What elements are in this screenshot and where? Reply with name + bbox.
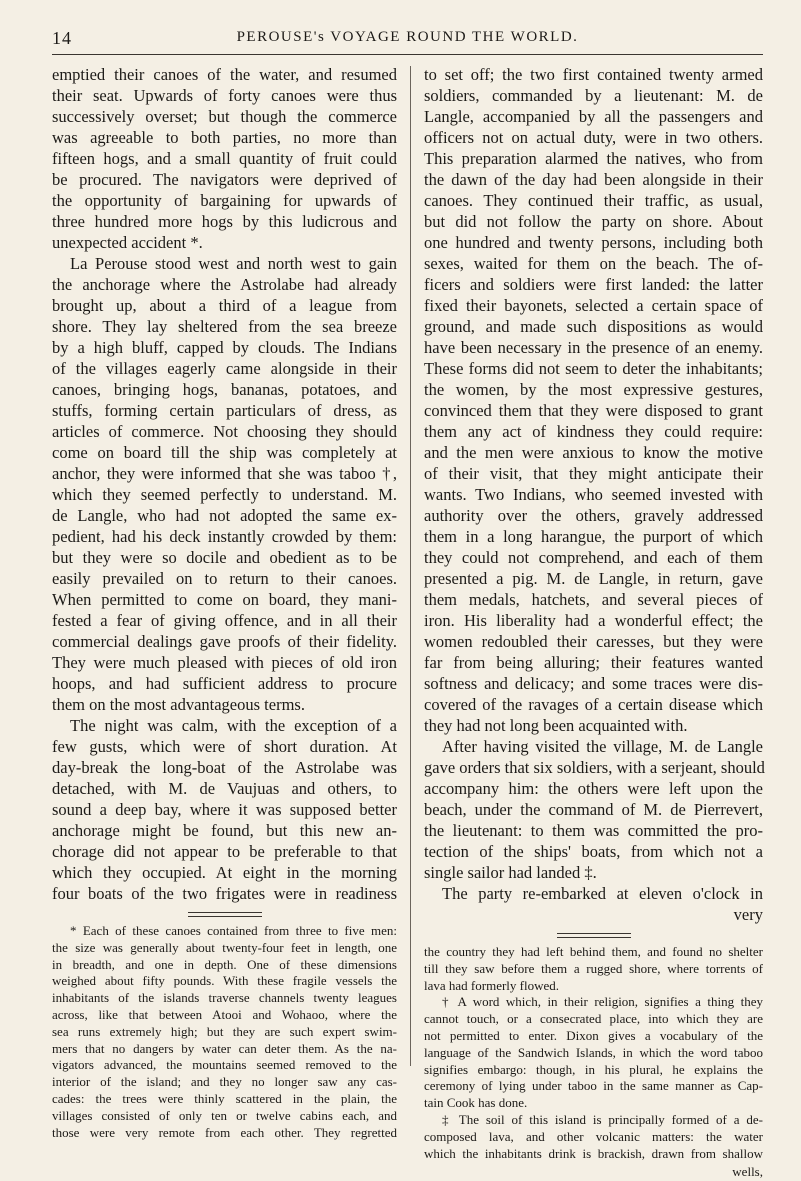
text-line: soldiers, commanded by a lieutenant: M. de (424, 86, 763, 105)
text-line: commercial dealings gave proofs of their fidelity. (52, 632, 397, 651)
text-line: convinced them that they were disposed to grant (424, 401, 763, 420)
footnote-catchword: wells, (732, 1164, 763, 1180)
text-line: iron. His liberality had a wonderful effect; the (424, 611, 763, 630)
footnote-rule (188, 912, 262, 917)
text-line: anchor, they were informed that she was taboo †, (52, 464, 397, 483)
catchword: very (733, 905, 763, 924)
text-line: authority over the others, gravely addressed (424, 506, 763, 525)
text-line: gave orders that six soldiers, with a serjeant, should (424, 758, 765, 777)
text-line: unexpected accident *. (52, 233, 203, 252)
footnote-line: cades: the trees were thinly scattered in the plain, the (52, 1090, 397, 1106)
text-line: fifteen hogs, and a small quantity of fruit could (52, 149, 397, 168)
footnote-rule (557, 933, 631, 938)
text-line: stuffs, forming certain particulars of dress, as (52, 401, 397, 420)
text-line: La Perouse stood west and north west to gain (70, 254, 397, 273)
footnote-line: signifies embargo: though, in his plural, he explains the (424, 1061, 763, 1077)
text-line: the opportunity of bargaining for upwards of (52, 191, 397, 210)
page-number: 14 (52, 28, 72, 48)
text-line: them medals, hatchets, and several pieces of (424, 590, 763, 609)
text-line: they could not comprehend, and each of them (424, 548, 763, 567)
text-line: few gusts, which were of short duration. At (52, 737, 397, 756)
text-line: anchorage might be found, but this new an- (52, 821, 397, 840)
footnote-line: cannot touch, or a consecrated place, into which they are (424, 1011, 763, 1027)
footnote-line: * Each of these canoes contained from three to five men: (70, 923, 397, 938)
text-line: women redoubled their caresses, but they were (424, 632, 763, 651)
text-line: canoes. They continued their traffic, as usual, (424, 191, 763, 210)
left-column-body (52, 64, 397, 904)
page-header (52, 26, 763, 55)
text-line: After having visited the village, M. de Langle (442, 737, 763, 756)
left-column (52, 64, 397, 1141)
text-line: of their visit, that they might anticipate their (424, 464, 763, 483)
text-line: day-break the long-boat of the Astrolabe was (52, 758, 397, 777)
text-line: but they were so docile and obedient as to be (52, 548, 397, 567)
text-line: ficers and soldiers were first landed: the latter (424, 275, 763, 294)
footnote-line: weighed about fifty pounds. With these fragile vessels the (52, 973, 397, 989)
footnote-line: which the inhabitants drink is brackish, drawn from shallow (424, 1145, 763, 1161)
text-line: was agreeable to both parties, no more than (52, 128, 397, 147)
text-line: have been necessary in the presence of an enemy. (424, 338, 763, 357)
text-line: The party re-embarked at eleven o'clock in (442, 884, 763, 903)
left-footnotes (52, 923, 397, 1141)
footnote-line: ceremony of lying under taboo in the same manner as Cap- (424, 1078, 763, 1094)
text-line: which they occupied. At eight in the morning (52, 863, 397, 882)
text-line: emptied their canoes of the water, and resumed (52, 65, 397, 84)
footnote-line: mers that no dangers by water can deter them. As the na- (52, 1040, 397, 1056)
right-column-body (424, 64, 763, 904)
text-line: wants. Two Indians, who seemed invested with (424, 485, 763, 504)
text-line: detached, with M. de Vaujuas and others, to (52, 779, 397, 798)
footnote-line: across, like that between Atooi and Wohaoo, where the (52, 1006, 397, 1022)
text-line: officers not on actual duty, were in two others. (424, 128, 763, 147)
text-line: them any act of kindness they could require: (424, 422, 763, 441)
text-line: accompany him: the others were left upon the (424, 779, 763, 798)
text-line: of the villages eagerly came alongside in their (52, 359, 397, 378)
footnote-line: those were very remote from each other. They regretted (52, 1124, 397, 1140)
text-line: beach, under the command of M. de Pierrevert, (424, 800, 763, 819)
text-line: three hundred more hogs by this ludicrous and (52, 212, 397, 231)
text-line: canoes, bringing hogs, bananas, potatoes, and (52, 380, 397, 399)
footnote-line: inhabitants of the islands traverse channels twenty leagues (52, 990, 397, 1006)
text-line: fested a fear of giving offence, and in all their (52, 611, 397, 630)
text-line: Langle, accompanied by all the passengers and (424, 107, 763, 126)
text-line: easily prevailed on to return to their canoes. (52, 569, 397, 588)
text-line: and the men were anxious to know the motive (424, 443, 763, 462)
footnote-line: lava had formerly flowed. (424, 977, 560, 993)
text-line: hoops, and had sufficient address to procure (52, 674, 397, 693)
text-line: brought up, about a third of a league from (52, 296, 397, 315)
text-line: which they seemed perfectly to understand. M. (52, 485, 397, 504)
text-line: to set off; the two first contained twenty armed (424, 65, 763, 84)
text-line: ground, and made such dispositions as would (424, 317, 763, 336)
text-line: by a high bluff, capped by clouds. The Indians (52, 338, 397, 357)
text-line: them on the most advantageous terms. (52, 695, 305, 714)
text-line: single sailor had landed ‡. (424, 863, 597, 882)
text-line: sound a deep bay, where it was supposed better (52, 800, 397, 819)
text-line: four boats of the two frigates were in readiness (52, 884, 397, 903)
running-head: PEROUSE's VOYAGE ROUND THE WORLD. (236, 29, 579, 45)
text-line: tection of the ships' boats, from which not a (424, 842, 763, 861)
footnote-line: composed lava, and other volcanic matters: the water (424, 1128, 763, 1144)
text-line: articles of commerce. Not choosing they should (52, 422, 397, 441)
text-line: but did not follow the party on shore. About (424, 212, 763, 231)
text-line: They were much pleased with pieces of old iron (52, 653, 397, 672)
footnote-line: till they saw before them a rugged shore, where torrents of (424, 960, 763, 976)
footnote-line: in breadth, and one in depth. One of these dimensions (52, 956, 397, 972)
footnote-line: interior of the island; and they no longer saw any cas- (52, 1074, 397, 1090)
text-line: sexes, waited for them on the beach. The of- (424, 254, 763, 273)
right-footnotes (424, 944, 763, 1162)
text-line: The night was calm, with the exception of a (70, 716, 397, 735)
column-divider (410, 66, 411, 1066)
text-line: their seat. Upwards of forty canoes were thus (52, 86, 397, 105)
footnote-line: tain Cook has done. (424, 1095, 528, 1111)
text-line: These forms did not seem to deter the inhabitants; (424, 359, 763, 378)
text-line: them in a long harangue, the purport of which (424, 527, 763, 546)
text-line: covered of the ravages of a certain disease which (424, 695, 763, 714)
text-line: the lieutenant: to them was committed the pro- (424, 821, 763, 840)
text-line: one hundred and twenty persons, including both (424, 233, 763, 252)
text-line: shore. They lay sheltered from the sea breeze (52, 317, 397, 336)
text-line: This preparation alarmed the natives, who from (424, 149, 763, 168)
text-line: the anchorage where the Astrolabe had already (52, 275, 397, 294)
footnote-line: vigators advanced, the mountains seemed removed to the (52, 1057, 397, 1073)
text-line: the dawn of the day had been alongside in their (424, 170, 763, 189)
text-line: the women, by the most expressive gestures, (424, 380, 763, 399)
footnote-line: not permitted to enter. Dixon gives a vocabulary of the (424, 1027, 763, 1043)
footnote-line: language of the Sandwich Islands, in which the word taboo (424, 1044, 763, 1060)
text-line: When permitted to come on board, they mani- (52, 590, 397, 609)
footnote-line: sea runs extremely high; but they are such expert swim- (52, 1023, 397, 1039)
text-line: come on board till the ship was completely at (52, 443, 397, 462)
text-line: they had not long been acquainted with. (424, 716, 688, 735)
text-line: chorage did not appear to be preferable to that (52, 842, 397, 861)
text-line: pedient, had his deck instantly crowded by them: (52, 527, 397, 546)
footnote-line: villages consisted of only ten or twelve cabins each, and (52, 1107, 397, 1123)
footnote-line: ‡ The soil of this island is principally formed of a de- (442, 1111, 763, 1127)
text-line: de Langle, who had not adopted the same ex- (52, 506, 397, 525)
text-line: be procured. The navigators were deprived of (52, 170, 397, 189)
footnote-line: the size was generally about twenty-four feet in length, one (52, 939, 397, 955)
footnote-line: † A word which, in their religion, signifies a thing they (442, 994, 763, 1010)
text-line: successively overset; but though the commerce (52, 107, 397, 126)
text-line: softness and delicacy; and some traces were dis- (424, 674, 763, 693)
footnote-line: the country they had left behind them, and found no shelter (424, 944, 763, 959)
text-line: far from being alluring; their features wanted (424, 653, 763, 672)
text-line: fixed their bayonets, selected a certain space of (424, 296, 763, 315)
right-column (424, 64, 763, 1181)
text-line: presented a pig. M. de Langle, in return, gave (424, 569, 763, 588)
